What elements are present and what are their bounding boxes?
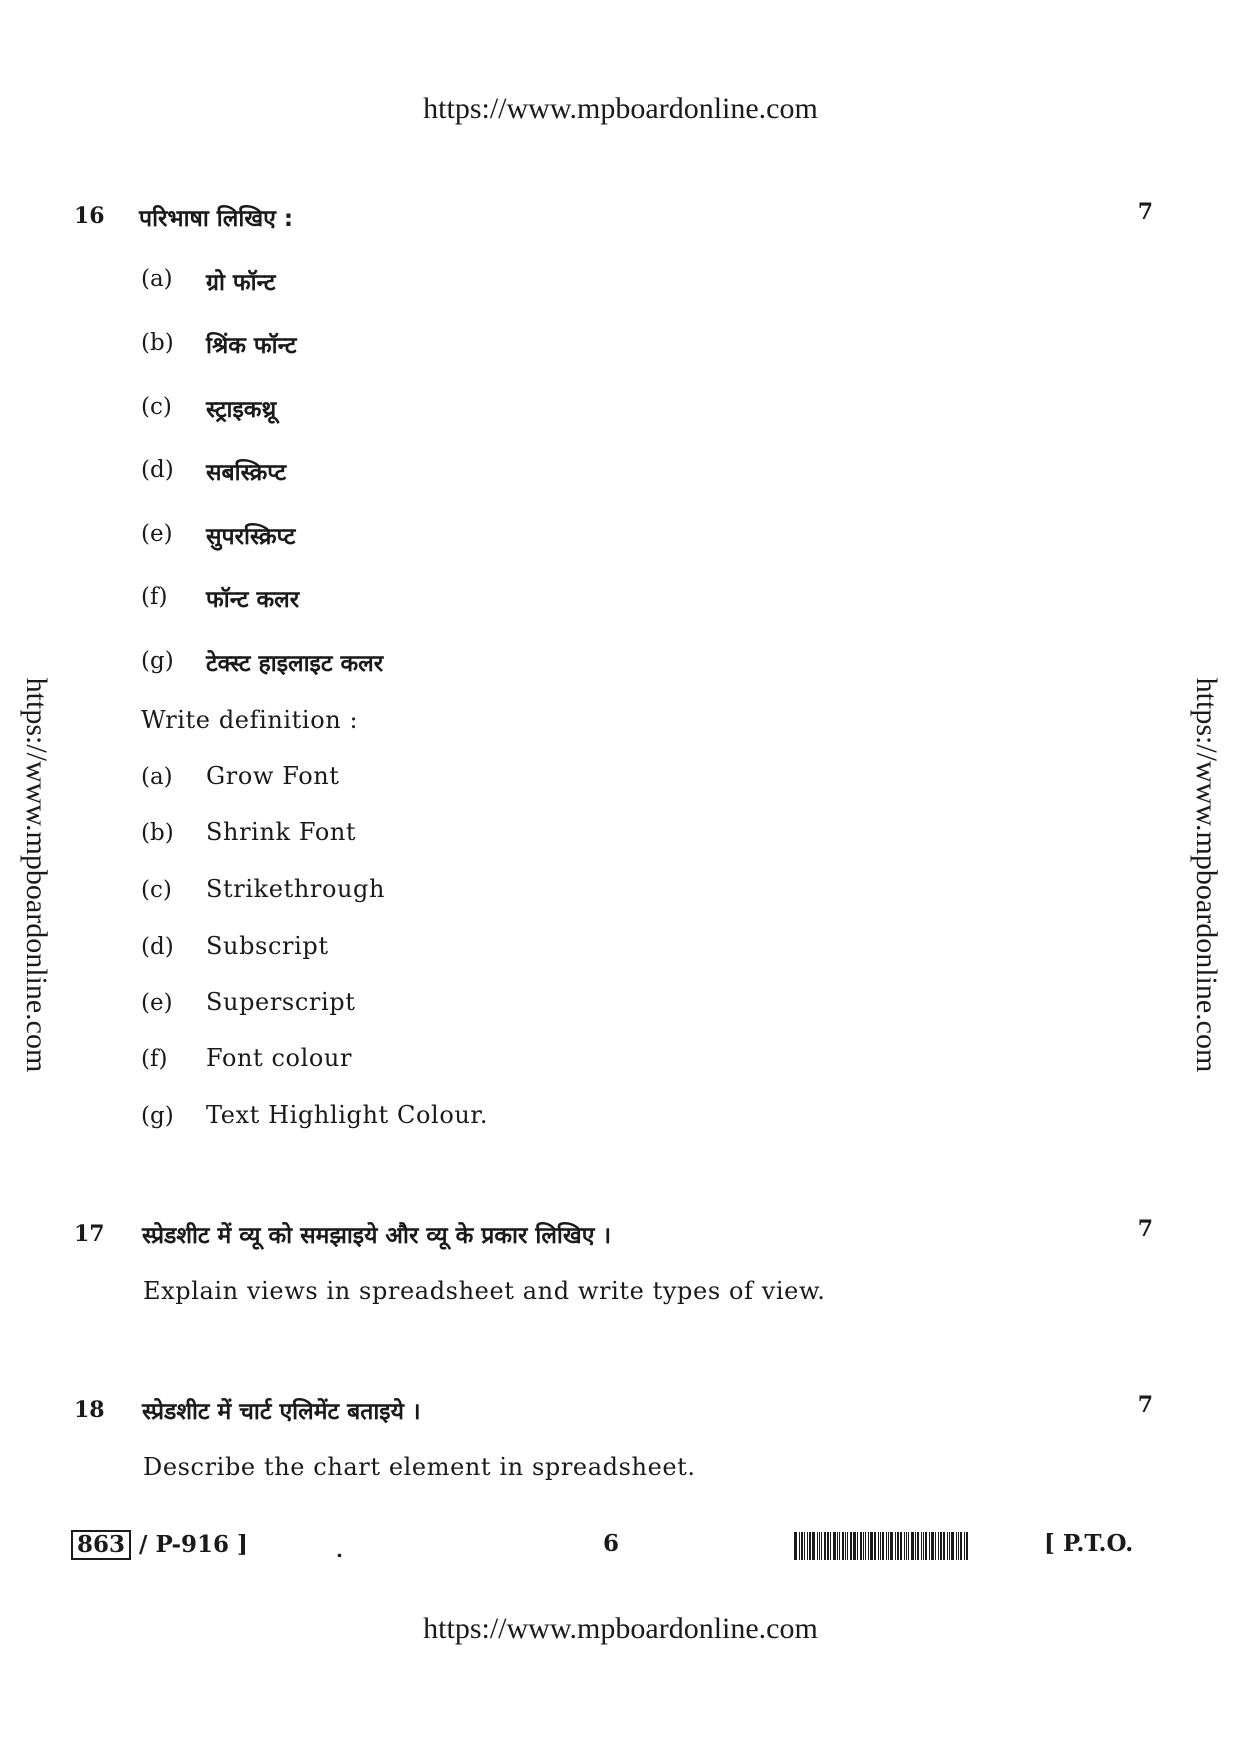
item-label: (d) (141, 457, 174, 483)
item-text-english: Text Highlight Colour. (206, 1101, 489, 1129)
item-text-english: Subscript (206, 932, 329, 960)
question-number: 18 (74, 1397, 105, 1423)
item-text-english: Superscript (206, 988, 356, 1016)
item-label: (e) (141, 521, 173, 547)
watermark-top: https://www.mpboardonline.com (423, 92, 818, 125)
paper-code (71, 1530, 248, 1560)
footer-dot: . (336, 1538, 343, 1562)
question-marks: 7 (1137, 1216, 1153, 1242)
question-prompt-hindi: परिभाषा लिखिए : (139, 206, 294, 232)
item-label: (f) (141, 584, 168, 610)
watermark-left: https://www.mpboardonline.com (20, 677, 53, 1073)
item-label: (c) (141, 877, 172, 903)
question-marks: 7 (1137, 199, 1153, 225)
item-label: (d) (141, 934, 174, 960)
watermark-right: https://www.mpboardonline.com (1190, 677, 1223, 1073)
question-number: 17 (74, 1221, 105, 1247)
pto-label: [ P.T.O. (1044, 1530, 1134, 1557)
item-label: (g) (141, 648, 174, 674)
question-text-english: Describe the chart element in spreadsheet. (143, 1453, 696, 1481)
subject-code-box: 863 (71, 1530, 131, 1560)
item-text-hindi: फॉन्ट कलर (206, 587, 300, 613)
item-text-english: Strikethrough (206, 875, 386, 903)
item-label: (g) (141, 1103, 174, 1129)
item-label: (f) (141, 1046, 168, 1072)
item-label: (e) (141, 990, 173, 1016)
item-label: (c) (141, 394, 172, 420)
item-text-hindi: सबस्क्रिप्ट (206, 460, 287, 486)
barcode (794, 1532, 1030, 1560)
item-text-english: Shrink Font (206, 818, 357, 846)
item-text-hindi: टेक्स्ट हाइलाइट कलर (206, 651, 384, 677)
item-text-hindi: सुपरस्क्रिप्ट (206, 524, 296, 550)
question-text-hindi: स्प्रेडशीट में चार्ट एलिमेंट बताइये । (142, 1399, 421, 1425)
question-text-hindi: स्प्रेडशीट में व्यू को समझाइये और व्यू के प्रकार लिखिए । (142, 1223, 612, 1249)
item-label: (a) (141, 266, 173, 292)
question-prompt-english: Write definition : (141, 706, 359, 734)
question-marks: 7 (1137, 1392, 1153, 1418)
page-number: 6 (603, 1530, 620, 1557)
item-label: (a) (141, 764, 173, 790)
paper-number: / P-916 ] (139, 1531, 248, 1558)
question-text-english: Explain views in spreadsheet and write types of view. (143, 1277, 826, 1305)
item-text-hindi: श्रिंक फॉन्ट (206, 333, 297, 359)
watermark-bottom: https://www.mpboardonline.com (423, 1612, 818, 1645)
item-text-hindi: स्ट्राइकथ्रू (206, 397, 277, 423)
question-number: 16 (74, 203, 105, 229)
item-text-english: Grow Font (206, 762, 340, 790)
item-text-hindi: ग्रो फॉन्ट (206, 270, 276, 296)
item-label: (b) (141, 820, 174, 846)
item-text-english: Font colour (206, 1044, 353, 1072)
item-label: (b) (141, 330, 174, 356)
